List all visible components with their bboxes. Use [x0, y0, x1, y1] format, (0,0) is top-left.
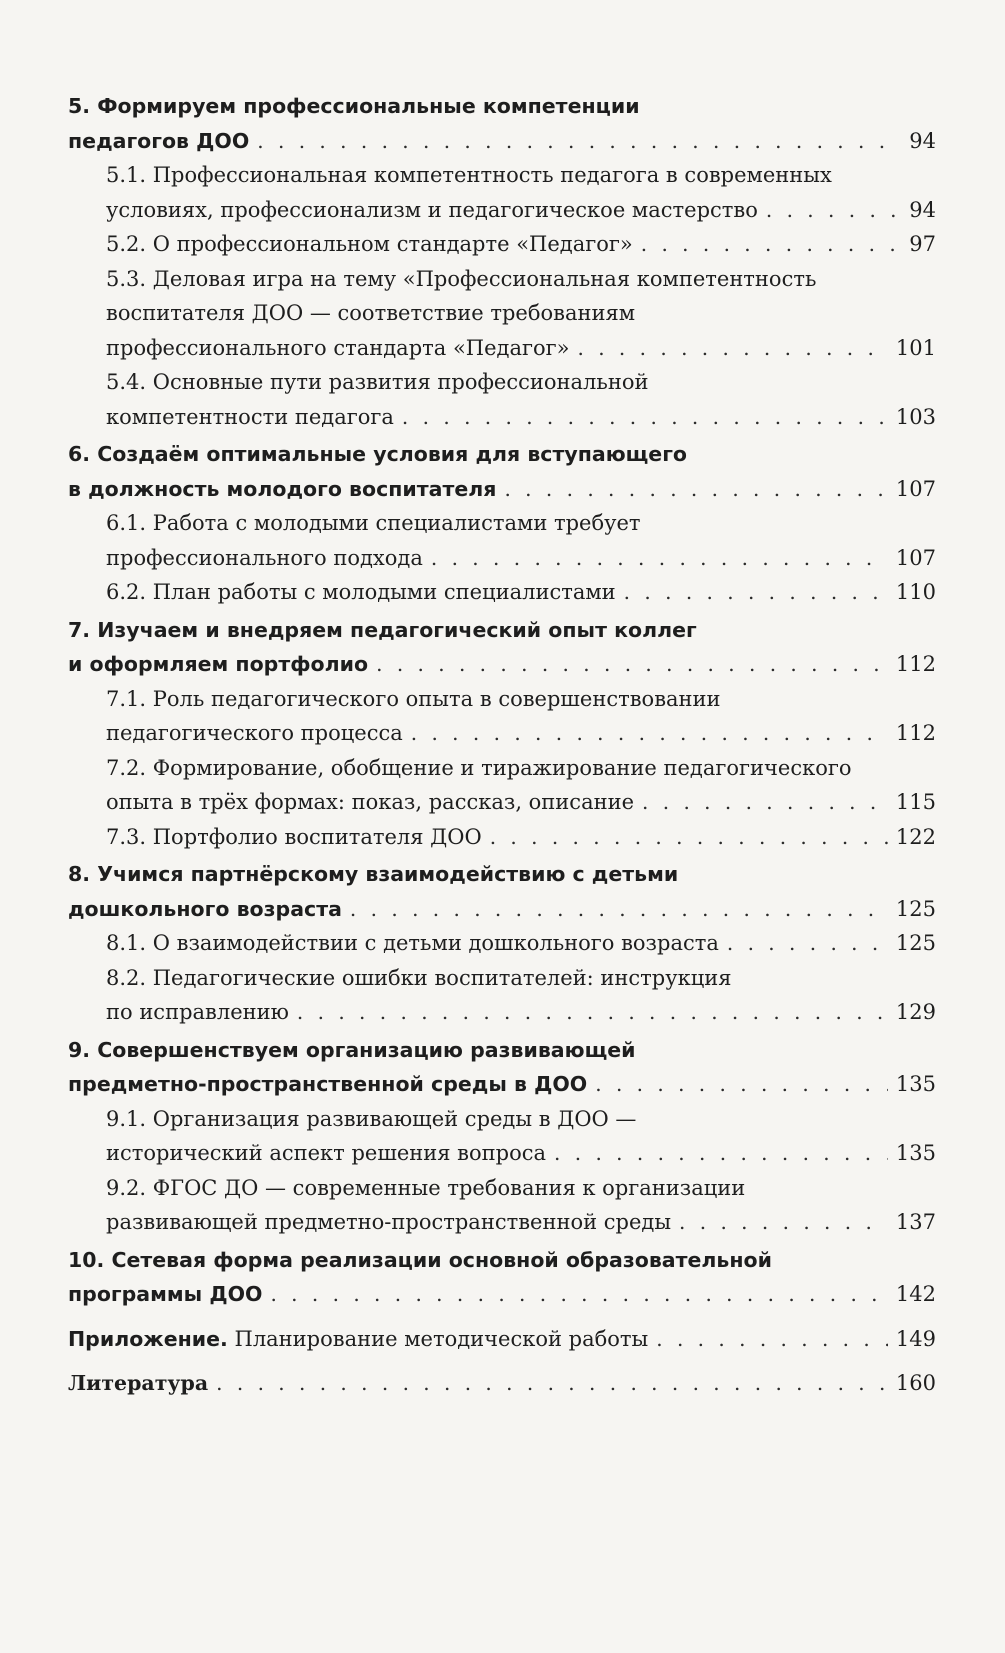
dot-leader: [257, 124, 901, 159]
toc-line: [68, 785, 936, 820]
page-number: 125: [895, 896, 936, 921]
dot-leader: [216, 1366, 888, 1401]
toc-entry: [68, 926, 936, 961]
toc-line: [68, 1136, 936, 1171]
toc-line: [68, 193, 936, 228]
page-number: 103: [895, 404, 936, 429]
toc-entry: [68, 89, 936, 158]
dot-leader: [679, 1205, 888, 1240]
page-number: 107: [895, 545, 936, 570]
dot-leader: [411, 716, 888, 751]
toc-text: 10. Сетевая форма реализации основной образовательной: [68, 1247, 772, 1272]
toc-line: [68, 575, 936, 610]
toc-line: [68, 647, 936, 682]
page-number: 135: [895, 1141, 936, 1165]
dot-leader: [641, 227, 902, 262]
toc-line: [68, 716, 936, 751]
toc-line: [68, 541, 936, 576]
toc-text: Литература: [68, 1371, 209, 1395]
toc-line: [68, 89, 936, 124]
dot-leader: [642, 785, 888, 820]
dot-leader: [578, 331, 888, 366]
toc-text: и оформляем портфолио: [68, 652, 369, 676]
toc-entry: [68, 1366, 936, 1401]
toc-text: компетентности педагога: [106, 404, 394, 429]
page-number: 142: [895, 1282, 936, 1306]
toc-line: [68, 613, 936, 648]
toc-text: 8.1. О взаимодействии с детьми дошкольного возраста: [106, 931, 719, 955]
dot-leader: [297, 995, 888, 1030]
page-number: 149: [895, 1326, 936, 1351]
toc-text: 6.2. План работы с молодыми специалистами: [106, 580, 616, 604]
dot-leader: [431, 541, 888, 576]
toc-entry: [68, 1102, 936, 1171]
dot-leader: [766, 193, 901, 228]
toc-text: условиях, профессионализм и педагогическое мастерство: [106, 197, 758, 222]
page-number: 107: [895, 476, 936, 501]
toc-line: [68, 331, 936, 366]
toc-entry: [68, 158, 936, 227]
toc-line: [68, 892, 936, 927]
toc-text: 6. Создаём оптимальные условия для вступающего: [68, 442, 687, 466]
toc-text: развивающей предметно-пространственной среды: [106, 1210, 672, 1234]
toc-line: [68, 262, 936, 297]
toc-text: 5.4. Основные пути развития профессиональной: [106, 370, 649, 394]
toc-line: [68, 961, 936, 996]
dot-leader: [376, 647, 888, 682]
toc-line: [68, 751, 936, 786]
toc-lead: Приложение.: [68, 1326, 228, 1351]
toc-text: 5.1. Профессиональная компетентность педагога в современных: [106, 163, 832, 187]
toc-line: [68, 472, 936, 507]
page-number: 101: [895, 335, 936, 360]
page-number: 137: [895, 1210, 936, 1234]
page-number: 135: [895, 1072, 936, 1096]
toc-line: [68, 365, 936, 400]
toc-line: [68, 926, 936, 961]
toc-line: [68, 400, 936, 435]
toc-entry: [68, 1033, 936, 1102]
toc-line: [68, 1102, 936, 1137]
toc-text: дошкольного возраста: [68, 896, 342, 921]
toc-text: профессионального стандарта «Педагог»: [106, 335, 570, 360]
page-number: 122: [895, 824, 936, 849]
toc-entry: [68, 1171, 936, 1240]
toc-entry: [68, 682, 936, 751]
toc-text: 9.2. ФГОС ДО — современные требования к организации: [106, 1175, 746, 1200]
toc-text: 5.2. О профессиональном стандарте «Педагог»: [106, 232, 633, 256]
toc-text: педагогов ДОО: [68, 128, 250, 153]
toc-line: [68, 1067, 936, 1102]
dot-leader: [490, 820, 888, 855]
toc-line: [68, 227, 936, 262]
dot-leader: [504, 472, 887, 507]
toc-text: 9. Совершенствуем организацию развивающей: [68, 1037, 636, 1062]
toc-text: программы ДОО: [68, 1282, 263, 1306]
toc-entry: [68, 506, 936, 575]
page-number: 112: [895, 652, 936, 676]
page-number: 94: [909, 197, 936, 222]
toc-entry: [68, 751, 936, 820]
toc-line: [68, 437, 936, 472]
toc-line: [68, 1171, 936, 1206]
toc-entry: [68, 575, 936, 610]
toc-line: [68, 995, 936, 1030]
toc-line: [68, 158, 936, 193]
toc-text: 7. Изучаем и внедряем педагогический опыт коллег: [68, 617, 697, 642]
page-number: 115: [895, 790, 936, 814]
dot-leader: [554, 1136, 888, 1171]
toc-text: профессионального подхода: [106, 545, 423, 570]
page-number: 160: [895, 1371, 936, 1395]
toc-text: 7.1. Роль педагогического опыта в совершенствовании: [106, 686, 721, 711]
toc-line: [68, 1243, 936, 1278]
toc-entry: [68, 1322, 936, 1357]
page-number: 112: [895, 721, 936, 745]
toc-line: [68, 682, 936, 717]
toc-line: [68, 820, 936, 855]
toc-entry: [68, 820, 936, 855]
toc-text: Планирование методической работы: [227, 1326, 649, 1351]
page-number: 125: [895, 931, 936, 955]
toc-entry: [68, 857, 936, 926]
toc-line: [68, 296, 936, 331]
dot-leader: [402, 400, 888, 435]
toc-text: педагогического процесса: [106, 721, 403, 745]
toc-text: 9.1. Организация развивающей среды в ДОО —: [106, 1106, 637, 1131]
dot-leader: [350, 892, 888, 927]
toc-text: 5.3. Деловая игра на тему «Профессиональная компетентность: [106, 266, 817, 291]
toc-entry: [68, 613, 936, 682]
toc-text: 8. Учимся партнёрскому взаимодействию с детьми: [68, 862, 679, 886]
toc-line: [68, 124, 936, 159]
dot-leader: [727, 926, 888, 961]
toc-text: исторический аспект решения вопроса: [106, 1141, 547, 1165]
toc-line: [68, 1366, 936, 1401]
toc-entry: [68, 437, 936, 506]
toc-text: 7.3. Портфолио воспитателя ДОО: [106, 824, 482, 849]
dot-leader: [624, 575, 888, 610]
toc-entry: [68, 227, 936, 262]
toc-text: 8.2. Педагогические ошибки воспитателей: инструкция: [106, 965, 732, 990]
toc-line: [68, 1205, 936, 1240]
toc-text: предметно-пространственной среды в ДОО: [68, 1072, 588, 1096]
toc-entry: [68, 961, 936, 1030]
toc-text: по исправлению: [106, 1000, 289, 1024]
page-number: 129: [895, 1000, 936, 1024]
toc-line: [68, 1322, 936, 1357]
toc-text: 6.1. Работа с молодыми специалистами требует: [106, 511, 641, 535]
dot-leader: [656, 1322, 888, 1357]
toc-line: [68, 857, 936, 892]
toc-text: 5. Формируем профессиональные компетенции: [68, 94, 640, 118]
toc-text: опыта в трёх формах: показ, рассказ, описание: [106, 790, 635, 814]
page-number: 94: [909, 128, 936, 153]
toc-line: [68, 1277, 936, 1312]
toc-entry: [68, 365, 936, 434]
toc-line: [68, 506, 936, 541]
page-number: 97: [909, 232, 936, 256]
toc-text: 7.2. Формирование, обобщение и тиражирование педагогического: [106, 755, 852, 780]
page-number: 110: [895, 580, 936, 604]
toc-text: воспитателя ДОО — соответствие требованиям: [106, 301, 636, 325]
toc-entry: [68, 1243, 936, 1312]
dot-leader: [270, 1277, 887, 1312]
table-of-contents: [68, 86, 936, 1401]
toc-text: в должность молодого воспитателя: [68, 476, 497, 501]
dot-leader: [595, 1067, 888, 1102]
toc-entry: [68, 262, 936, 366]
toc-line: [68, 1033, 936, 1068]
